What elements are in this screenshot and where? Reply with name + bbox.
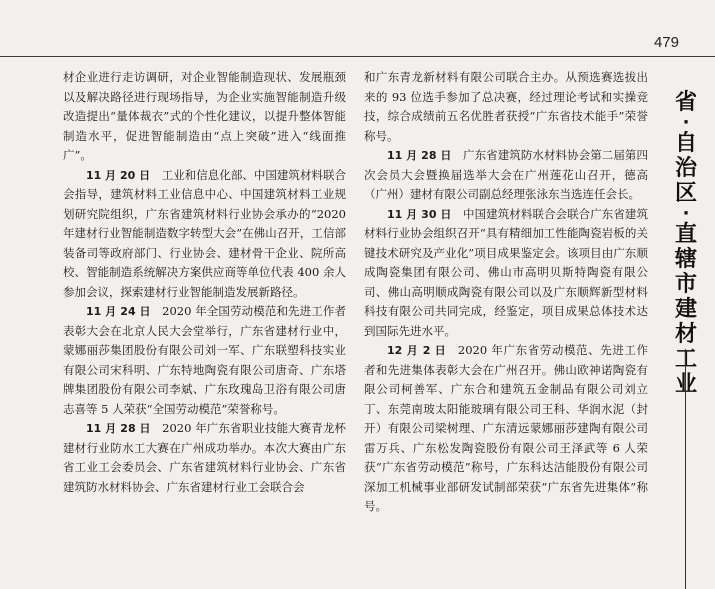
side-title-char: 建 [674,297,697,322]
entry-text: 工业和信息化部、中国建筑材料联合会指导，建筑材料工业信息中心、中国建筑材料工业规划研究院组织，广东省建筑材料行业协会承办的“2020 年建材行业智能制造数字转型大会”在佛山召开，工信部装备司等政府部门、行业协会、建材骨干企业、院所高校、智能制造系统解决方案供应商等单位代表 400 余人参加会议，探索建材行业智能制造发展新路径。 [63,167,346,299]
side-title-char: 治 [674,156,697,181]
entry-date: 11 月 28 日 [86,422,151,435]
side-section-title [669,90,703,397]
side-title-char: 业 [674,372,697,397]
entry-text: 2020 年全国劳动模范和先进工作者表彰大会在北京人民大会堂举行，广东省建材行业中，蒙娜丽莎集团股份有限公司刘一军、广东联塑科技实业有限公司宋科明、广东特地陶瓷有限公司唐奇、广东塔牌集团股份有限公司李斌、广东玫瑰岛卫浴有限公司唐志喜等 5 人荣获“全国劳动模范”荣誉称号。 [63,304,346,416]
entry-text: 2020 年广东省劳动模范、先进工作者和先进集体表彰大会在广州召开。佛山欧神诺陶瓷有限公司柯善军、广东合和建筑五金制品有限公司刘立丁、东莞南玻太阳能玻璃有限公司王科、华润水泥（封开）有限公司梁树理、广东清远蒙娜丽莎建陶有限公司雷万兵、广东松发陶瓷股份有限公司王泽武等 6 人荣获“广东省劳动模范”称号，广东科达洁能股份有限公司深加工机械事业部研发试制部荣获“广东省先进集体”称号。 [364,343,649,513]
entry-date: 11 月 24 日 [86,305,151,318]
entry-date: 11 月 30 日 [387,207,452,221]
side-title-char: 辖 [674,247,697,272]
entry-text: 中国建筑材料联合会联合广东省建筑材料行业协会组织召开“具有精细加工性能陶瓷岩板的关键技术研究及产业化”项目成果鉴定会。该项目由广东顺成陶瓷集团有限公司、佛山市高明贝斯特陶瓷有限公司、佛山高明顺成陶瓷有限公司以及广东顺辉新型材料科技有限公司共同完成，经鉴定，项目成果总体技术达到国际先进水平。 [364,206,648,338]
side-title-char: 自 [674,131,697,156]
left-column [63,68,346,497]
entry-date: 12 月 2 日 [387,344,447,357]
paragraph [364,205,648,342]
entry-text: 和广东青龙新材料有限公司联合主办。从预选赛选拔出来的 93 位选手参加了总决赛，经过理论考试和实操竞技，综合成绩前五名优胜者获授“广东省技术能手”荣誉称号。 [364,70,648,143]
paragraph [63,166,346,303]
paragraph [63,68,346,166]
paragraph [364,68,648,146]
page-number: 479 [653,34,679,51]
side-title-char: 工 [674,347,697,372]
paragraph [63,302,346,419]
entry-date: 11 月 28 日 [387,149,452,162]
paragraph [364,341,648,517]
side-title-char: 区 [674,181,697,206]
entry-text: 广东省建筑防水材料协会第二届第四次会员大会暨换届选举大会在广州莲花山召开，德高（广州）建材有限公司副总经理张泳东当选连任会长。 [364,148,648,201]
side-title-char: 直 [674,222,697,247]
side-title-char: 市 [674,272,697,297]
side-title-char: 省 [674,90,697,115]
paragraph [63,419,346,497]
header-rule [0,56,715,57]
right-column [364,68,648,517]
side-title-char: · [682,112,690,133]
entry-date: 11 月 20 日 [86,168,151,182]
side-title-char: · [682,203,690,224]
entry-text: 2020 年广东省职业技能大赛青龙杯建材行业防水工大赛在广州成功举办。本次大赛由广东省工业工会委员会、广东省建筑材料行业协会、广东省建筑防水材料协会、广东省建材行业工会联合会 [63,421,346,494]
side-rule [685,349,686,589]
entry-text: 材企业进行走访调研，对企业智能制造现状、发展瓶颈以及解决路径进行现场指导，为企业实施智能制造升级改造提出“量体裁衣”式的个性化建议，以提升整体智能制造水平，促进智能制造由“点上突破”进入“线面推广”。 [63,70,346,162]
side-title-char: 材 [674,322,697,347]
paragraph [364,146,648,205]
